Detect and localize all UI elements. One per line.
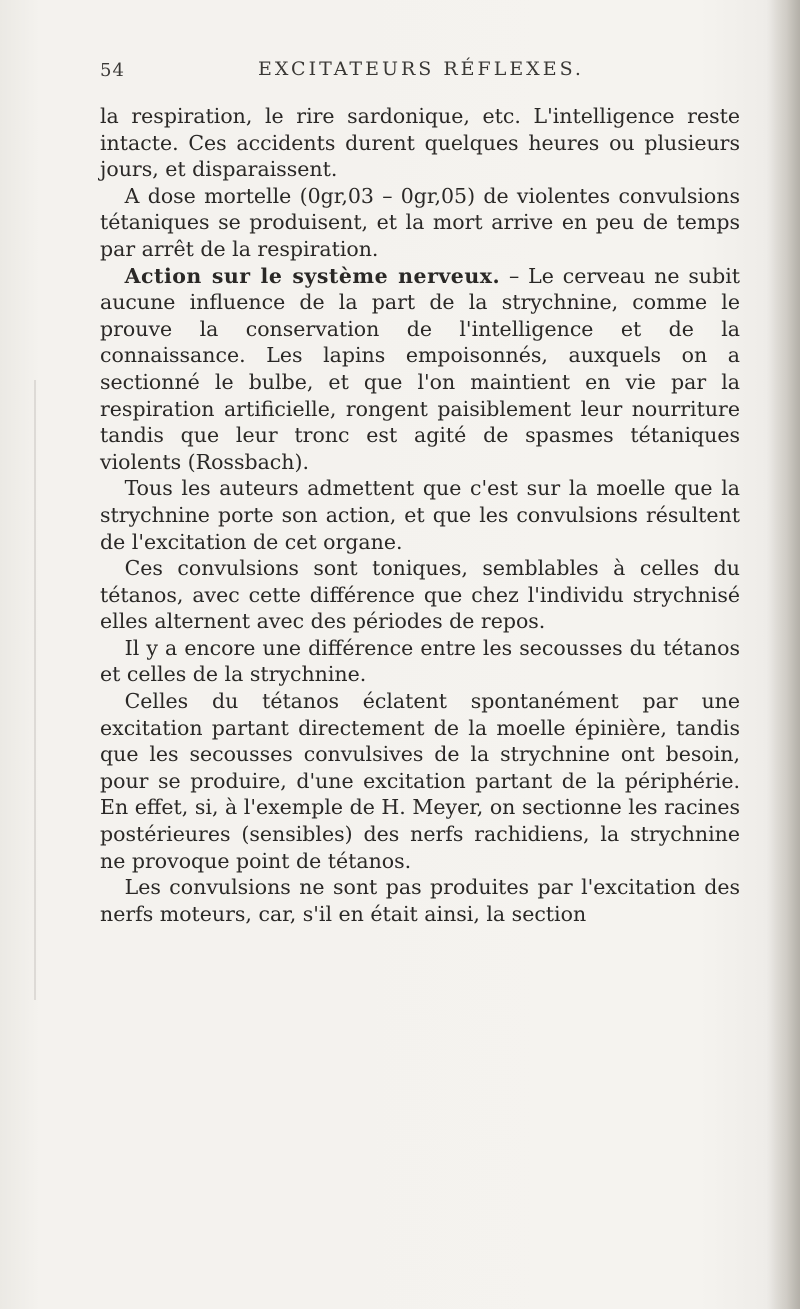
paragraph-difference: [100, 635, 740, 688]
paragraph-lethal-dose: [100, 183, 740, 263]
paragraph-spinal-cord: [100, 475, 740, 555]
paragraph-text: – Le cerveau ne subit aucune influence de la part de la strychnine, comme le prouve la conservation de l'intelligence et de la connaissance. Les lapins empoisonnés, auxquels on a sectionné le bulbe, et que l'on maintient en vie par la respiration artificielle, rongent paisiblement leur nourriture tandis que leur tronc est agité de spasmes tétaniques violents (Rossbach).: [100, 263, 740, 474]
paragraph-text: A dose mortelle (0gr,03 – 0gr,05) de violentes convulsions tétaniques se produisent, et la mort arrive en peu de temps par arrêt de la respiration.: [100, 183, 740, 261]
paragraph-tetanus-shocks: [100, 688, 740, 874]
page-number: 54: [100, 60, 125, 81]
paragraph-text: Il y a encore une différence entre les secousses du tétanos et celles de la strychnine.: [100, 635, 740, 687]
paragraph-motor-nerves: [100, 874, 740, 927]
section-heading: Action sur le système nerveux.: [124, 263, 501, 288]
body-text: [100, 103, 740, 927]
paragraph-text: Ces convulsions sont toniques, semblables à celles du tétanos, avec cette différence que chez l'individu strychnisé elles alternent avec des périodes de repos.: [100, 556, 740, 634]
paragraph-text: la respiration, le rire sardonique, etc. L'intelligence reste intacte. Ces accidents durent quelques heures ou plusieurs jours, et disparaissent.: [100, 104, 740, 182]
paragraph-text: Tous les auteurs admettent que c'est sur la moelle que la strychnine porte son action, et que les convulsions résultent de l'excitation de cet organe.: [100, 476, 740, 554]
paragraph-text: Les convulsions ne sont pas produites par l'excitation des nerfs moteurs, car, s'il en était ainsi, la section: [100, 875, 740, 926]
paragraph-continuation: [100, 103, 740, 183]
margin-shadow: [34, 380, 36, 1000]
paragraph-tonic-convulsions: [100, 555, 740, 635]
page-spine-shadow: [766, 0, 800, 1309]
running-head: EXCITATEURS RÉFLEXES.: [258, 58, 584, 80]
paragraph-nervous-system: [100, 263, 740, 476]
paragraph-text: Celles du tétanos éclatent spontanément par une excitation partant directement de la moelle épinière, tandis que les secousses convulsives de la strychnine ont besoin, pour se produire, d'une excitation partant de la périphérie. En effet, si, à l'exemple de H. Meyer, on sectionne les racines postérieures (sensibles) des nerfs rachidiens, la strychnine ne provoque point de tétanos.: [100, 689, 740, 873]
page-header: [100, 58, 740, 88]
